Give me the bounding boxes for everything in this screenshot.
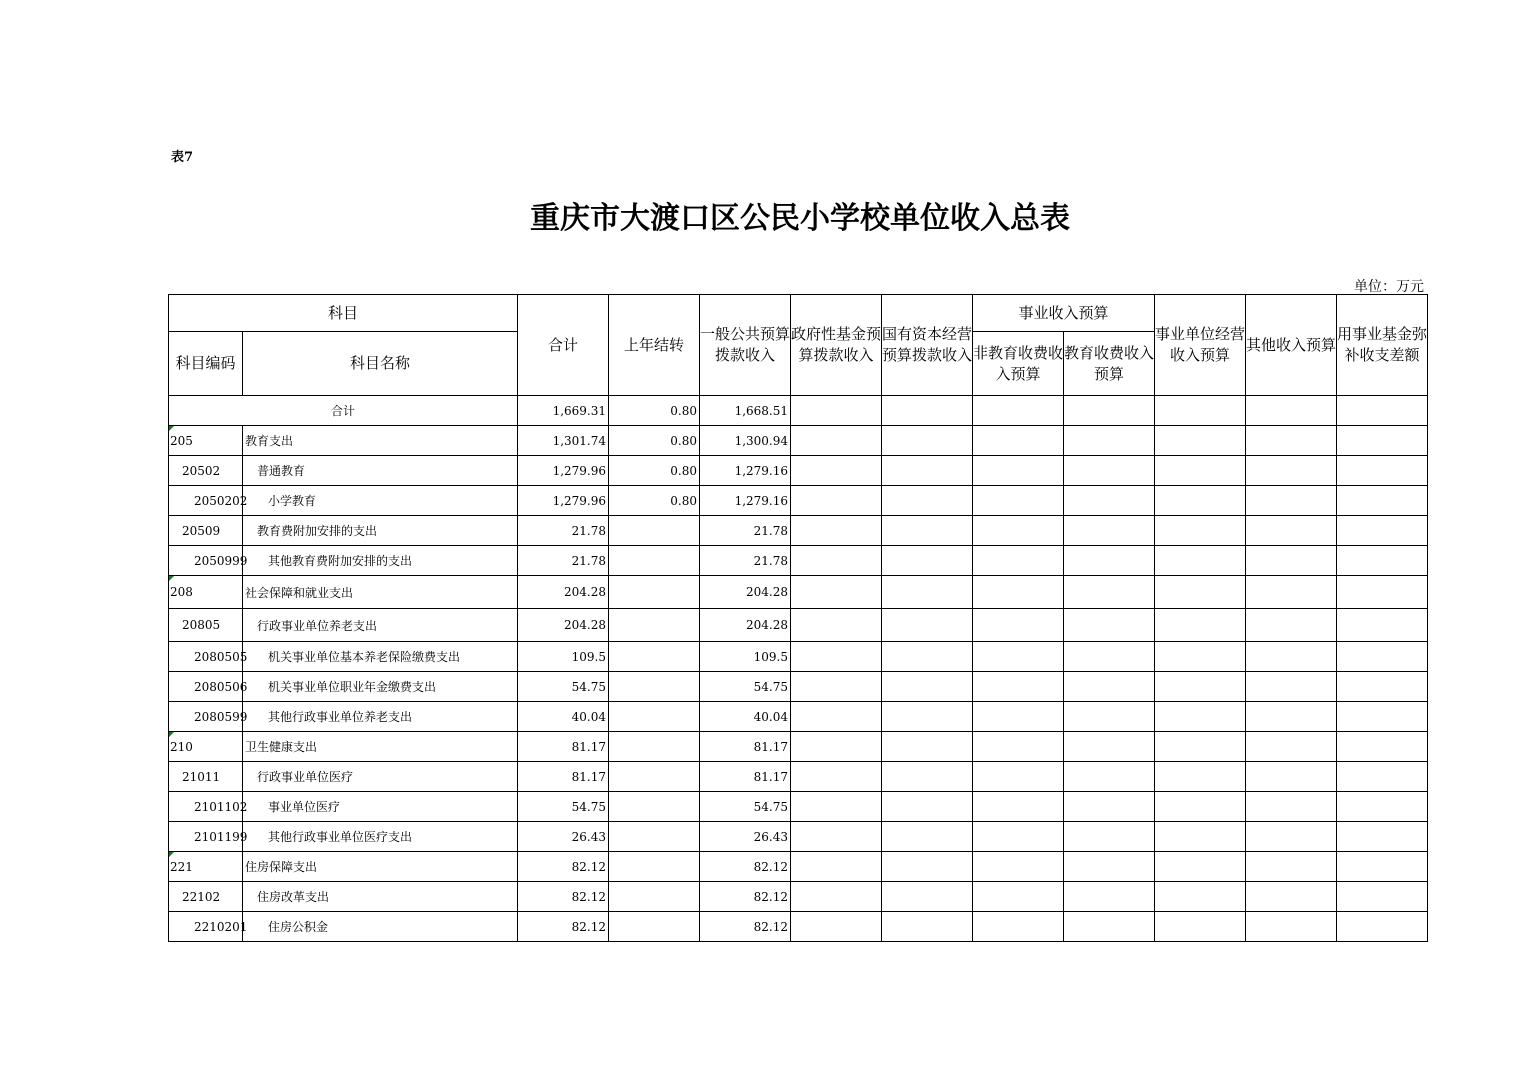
empty-cell <box>1246 516 1337 546</box>
empty-cell <box>1246 426 1337 456</box>
row-name: 卫生健康支出 <box>243 732 518 762</box>
total-row-total: 1,669.31 <box>518 396 609 426</box>
empty-cell <box>1155 516 1246 546</box>
empty-cell <box>1246 486 1337 516</box>
row-name: 教育费附加安排的支出 <box>243 516 518 546</box>
row-carryover <box>609 516 700 546</box>
header-total: 合计 <box>518 295 609 396</box>
row-code: 205 <box>169 426 243 456</box>
table-row <box>169 576 1428 609</box>
row-general: 26.43 <box>700 822 791 852</box>
row-general: 204.28 <box>700 609 791 642</box>
empty-cell <box>1064 672 1155 702</box>
empty-cell <box>1246 762 1337 792</box>
row-general: 21.78 <box>700 516 791 546</box>
header-state-capital: 国有资本经营预算拨款收入 <box>882 295 973 396</box>
row-total: 26.43 <box>518 822 609 852</box>
row-total: 82.12 <box>518 912 609 942</box>
empty-cell <box>973 642 1064 672</box>
empty-cell <box>973 822 1064 852</box>
empty-cell <box>791 882 882 912</box>
empty-cell <box>882 762 973 792</box>
row-name: 其他教育费附加安排的支出 <box>243 546 518 576</box>
empty-cell <box>973 609 1064 642</box>
header-non-edu-fee: 非教育收费收入预算 <box>973 332 1064 396</box>
empty-cell <box>1064 546 1155 576</box>
empty-cell <box>882 516 973 546</box>
empty-cell <box>1064 702 1155 732</box>
row-total: 81.17 <box>518 762 609 792</box>
row-general: 21.78 <box>700 546 791 576</box>
empty-cell <box>973 912 1064 942</box>
row-code: 20509 <box>169 516 243 546</box>
empty-cell <box>791 732 882 762</box>
empty-cell <box>791 702 882 732</box>
header-career-income: 事业收入预算 <box>973 295 1155 332</box>
income-summary-table <box>168 294 1428 942</box>
empty-cell <box>882 732 973 762</box>
row-carryover <box>609 912 700 942</box>
empty-cell <box>973 882 1064 912</box>
row-carryover: 0.80 <box>609 486 700 516</box>
empty-cell <box>1337 486 1428 516</box>
empty-cell <box>882 912 973 942</box>
row-total: 82.12 <box>518 852 609 882</box>
header-gov-fund: 政府性基金预算拨款收入 <box>791 295 882 396</box>
total-row-carryover: 0.80 <box>609 396 700 426</box>
row-code: 2101102 <box>169 792 243 822</box>
table-row <box>169 852 1428 882</box>
empty-cell <box>1337 642 1428 672</box>
row-general: 82.12 <box>700 852 791 882</box>
row-total: 1,279.96 <box>518 456 609 486</box>
empty-cell <box>1155 426 1246 456</box>
table-row <box>169 642 1428 672</box>
header-general-budget: 一般公共预算拨款收入 <box>700 295 791 396</box>
empty-cell <box>1337 912 1428 942</box>
row-name: 社会保障和就业支出 <box>243 576 518 609</box>
empty-cell <box>791 486 882 516</box>
row-name: 普通教育 <box>243 456 518 486</box>
empty-cell <box>791 642 882 672</box>
empty-cell <box>973 852 1064 882</box>
row-total: 54.75 <box>518 792 609 822</box>
header-operating-income: 事业单位经营收入预算 <box>1155 295 1246 396</box>
row-name: 其他行政事业单位养老支出 <box>243 702 518 732</box>
empty-cell <box>1064 912 1155 942</box>
empty-cell <box>1337 546 1428 576</box>
empty-cell <box>1337 609 1428 642</box>
empty-cell <box>1064 456 1155 486</box>
empty-cell <box>1246 576 1337 609</box>
empty-cell <box>1246 642 1337 672</box>
empty-cell <box>791 609 882 642</box>
row-name: 事业单位医疗 <box>243 792 518 822</box>
row-code: 2080599 <box>169 702 243 732</box>
row-code: 22102 <box>169 882 243 912</box>
empty-cell <box>1337 516 1428 546</box>
row-general: 54.75 <box>700 672 791 702</box>
empty-cell <box>882 426 973 456</box>
empty-cell <box>1246 912 1337 942</box>
empty-cell <box>973 702 1064 732</box>
row-code: 2080506 <box>169 672 243 702</box>
empty-cell <box>791 792 882 822</box>
empty-cell <box>1337 702 1428 732</box>
empty-cell <box>973 516 1064 546</box>
row-name: 教育支出 <box>243 426 518 456</box>
row-general: 1,279.16 <box>700 456 791 486</box>
empty-cell <box>973 576 1064 609</box>
row-name: 住房改革支出 <box>243 882 518 912</box>
row-name: 机关事业单位基本养老保险缴费支出 <box>243 642 518 672</box>
empty-cell <box>1246 882 1337 912</box>
empty-cell <box>1155 912 1246 942</box>
header-edu-fee: 教育收费收入预算 <box>1064 332 1155 396</box>
empty-cell <box>882 486 973 516</box>
table-row <box>169 792 1428 822</box>
row-carryover: 0.80 <box>609 456 700 486</box>
row-name: 其他行政事业单位医疗支出 <box>243 822 518 852</box>
row-name: 小学教育 <box>243 486 518 516</box>
row-carryover <box>609 609 700 642</box>
empty-cell <box>973 792 1064 822</box>
row-carryover <box>609 822 700 852</box>
row-carryover <box>609 732 700 762</box>
empty-cell <box>1064 516 1155 546</box>
row-total: 204.28 <box>518 609 609 642</box>
empty-cell <box>1064 642 1155 672</box>
empty-cell <box>791 546 882 576</box>
empty-cell <box>882 672 973 702</box>
empty-cell <box>1246 822 1337 852</box>
empty-cell <box>1064 792 1155 822</box>
table-row <box>169 702 1428 732</box>
row-total: 21.78 <box>518 546 609 576</box>
row-name: 机关事业单位职业年金缴费支出 <box>243 672 518 702</box>
empty-cell <box>791 576 882 609</box>
empty-cell <box>1246 609 1337 642</box>
empty-cell <box>1246 546 1337 576</box>
empty-cell <box>1064 822 1155 852</box>
empty-cell <box>791 456 882 486</box>
row-carryover <box>609 672 700 702</box>
header-carryover: 上年结转 <box>609 295 700 396</box>
row-general: 54.75 <box>700 792 791 822</box>
table-row <box>169 516 1428 546</box>
empty-cell <box>882 822 973 852</box>
empty-cell <box>791 762 882 792</box>
row-name: 行政事业单位养老支出 <box>243 609 518 642</box>
empty-cell <box>1155 882 1246 912</box>
row-carryover <box>609 642 700 672</box>
empty-cell <box>882 702 973 732</box>
empty-cell <box>1246 732 1337 762</box>
row-carryover <box>609 762 700 792</box>
empty-cell <box>1337 852 1428 882</box>
row-total: 204.28 <box>518 576 609 609</box>
table-row <box>169 546 1428 576</box>
total-row-general: 1,668.51 <box>700 396 791 426</box>
empty-cell <box>973 486 1064 516</box>
row-total: 1,301.74 <box>518 426 609 456</box>
row-code: 2080505 <box>169 642 243 672</box>
row-code: 210 <box>169 732 243 762</box>
table-row <box>169 822 1428 852</box>
empty-cell <box>1155 792 1246 822</box>
empty-cell <box>1337 732 1428 762</box>
row-carryover <box>609 702 700 732</box>
row-general: 204.28 <box>700 576 791 609</box>
empty-cell <box>1155 852 1246 882</box>
row-carryover <box>609 546 700 576</box>
empty-cell <box>1337 456 1428 486</box>
empty-cell <box>1246 672 1337 702</box>
row-carryover: 0.80 <box>609 426 700 456</box>
row-general: 82.12 <box>700 882 791 912</box>
empty-cell <box>1064 762 1155 792</box>
table-label: 表7 <box>171 150 194 165</box>
header-fund-makeup: 用事业基金弥补收支差额 <box>1337 295 1428 396</box>
row-code: 2050999 <box>169 546 243 576</box>
page-title: 重庆市大渡口区公民小学校单位收入总表 <box>530 201 1070 236</box>
row-code: 20805 <box>169 609 243 642</box>
empty-cell <box>882 882 973 912</box>
empty-cell <box>1155 609 1246 642</box>
empty-cell <box>1246 792 1337 822</box>
empty-cell <box>1155 702 1246 732</box>
empty-cell <box>1337 672 1428 702</box>
row-code: 2210201 <box>169 912 243 942</box>
table-row <box>169 912 1428 942</box>
table-row <box>169 732 1428 762</box>
row-code: 2050202 <box>169 486 243 516</box>
row-total: 82.12 <box>518 882 609 912</box>
row-total: 1,279.96 <box>518 486 609 516</box>
row-carryover <box>609 882 700 912</box>
empty-cell <box>1246 852 1337 882</box>
row-general: 109.5 <box>700 642 791 672</box>
table-row <box>169 672 1428 702</box>
row-total: 54.75 <box>518 672 609 702</box>
empty-cell <box>882 792 973 822</box>
table-row <box>169 762 1428 792</box>
unit-label: 单位：万元 <box>1354 279 1424 295</box>
row-code: 20502 <box>169 456 243 486</box>
empty-cell <box>882 546 973 576</box>
header-subject-code: 科目编码 <box>169 332 243 396</box>
empty-cell <box>882 609 973 642</box>
empty-cell <box>791 426 882 456</box>
empty-cell <box>1064 852 1155 882</box>
empty-cell <box>1064 609 1155 642</box>
empty-cell <box>1155 546 1246 576</box>
row-code: 2101199 <box>169 822 243 852</box>
row-carryover <box>609 792 700 822</box>
table-row <box>169 456 1428 486</box>
empty-cell <box>1337 792 1428 822</box>
empty-cell <box>1337 882 1428 912</box>
empty-cell <box>882 456 973 486</box>
header-subject-name: 科目名称 <box>243 332 518 396</box>
empty-cell <box>1155 576 1246 609</box>
total-row-label: 合计 <box>169 396 518 426</box>
empty-cell <box>791 912 882 942</box>
row-name: 行政事业单位医疗 <box>243 762 518 792</box>
empty-cell <box>1064 576 1155 609</box>
empty-cell <box>1246 456 1337 486</box>
empty-cell <box>973 762 1064 792</box>
empty-cell <box>1064 426 1155 456</box>
empty-cell <box>882 852 973 882</box>
empty-cell <box>1155 642 1246 672</box>
empty-cell <box>1064 732 1155 762</box>
empty-cell <box>1155 732 1246 762</box>
empty-cell <box>1155 822 1246 852</box>
row-total: 109.5 <box>518 642 609 672</box>
empty-cell <box>791 822 882 852</box>
empty-cell <box>973 732 1064 762</box>
empty-cell <box>1155 672 1246 702</box>
empty-cell <box>973 426 1064 456</box>
row-carryover <box>609 852 700 882</box>
row-general: 40.04 <box>700 702 791 732</box>
header-other-income: 其他收入预算 <box>1246 295 1337 396</box>
row-total: 40.04 <box>518 702 609 732</box>
header-subject: 科目 <box>169 295 518 332</box>
empty-cell <box>791 516 882 546</box>
table-row <box>169 882 1428 912</box>
empty-cell <box>1064 882 1155 912</box>
empty-cell <box>791 672 882 702</box>
empty-cell <box>1337 426 1428 456</box>
empty-cell <box>1246 702 1337 732</box>
row-total: 81.17 <box>518 732 609 762</box>
row-general: 81.17 <box>700 762 791 792</box>
empty-cell <box>1337 822 1428 852</box>
total-row <box>169 396 1428 426</box>
empty-cell <box>1337 576 1428 609</box>
empty-cell <box>882 642 973 672</box>
empty-cell <box>973 546 1064 576</box>
empty-cell <box>973 456 1064 486</box>
row-carryover <box>609 576 700 609</box>
empty-cell <box>1337 762 1428 792</box>
empty-cell <box>1064 486 1155 516</box>
empty-cell <box>1155 456 1246 486</box>
row-name: 住房公积金 <box>243 912 518 942</box>
row-code: 221 <box>169 852 243 882</box>
row-code: 21011 <box>169 762 243 792</box>
table-row <box>169 426 1428 456</box>
row-code: 208 <box>169 576 243 609</box>
empty-cell <box>1155 762 1246 792</box>
row-total: 21.78 <box>518 516 609 546</box>
row-name: 住房保障支出 <box>243 852 518 882</box>
row-general: 1,279.16 <box>700 486 791 516</box>
row-general: 1,300.94 <box>700 426 791 456</box>
empty-cell <box>791 852 882 882</box>
empty-cell <box>882 576 973 609</box>
row-general: 82.12 <box>700 912 791 942</box>
row-general: 81.17 <box>700 732 791 762</box>
empty-cell <box>973 672 1064 702</box>
empty-cell <box>1155 486 1246 516</box>
table-row <box>169 486 1428 516</box>
table-row <box>169 609 1428 642</box>
